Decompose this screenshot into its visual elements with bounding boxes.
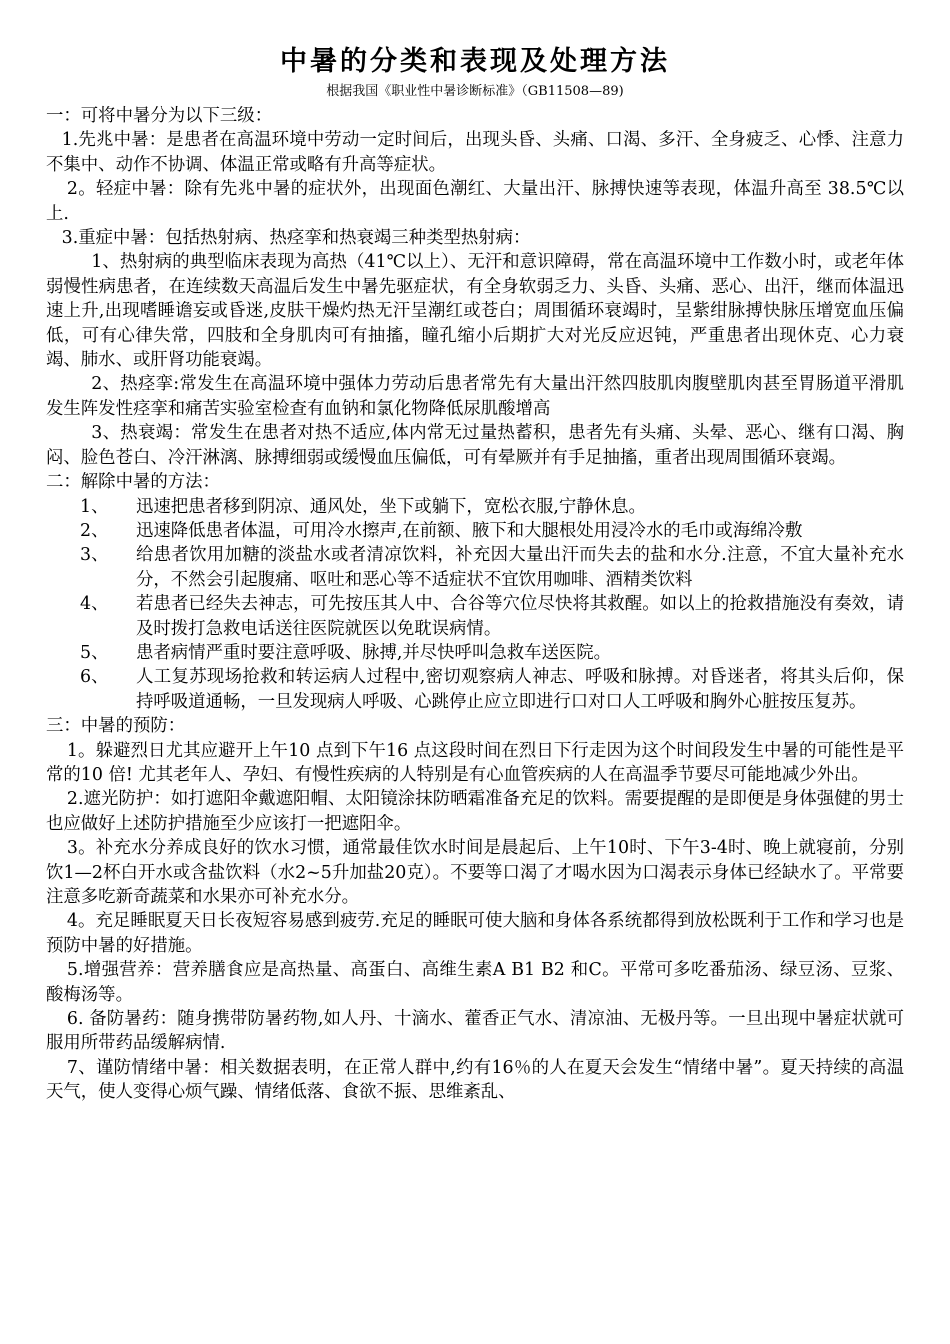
list-item: [46, 543, 904, 592]
section3-paragraph-2: 2.遮光防护：如打遮阳伞戴遮阳帽、太阳镜涂抹防晒霜准备充足的饮料。需要提醒的是即便是身体强健的男士也应做好上述防护措施至少应该打一把遮阳伞。: [46, 789, 904, 834]
list-item-number: 2、: [80, 520, 109, 541]
list-item: [46, 592, 904, 641]
document-title: 中暑的分类和表现及处理方法: [280, 46, 670, 77]
list-item: [46, 665, 904, 714]
list-item-text: 患者病情严重时要注意呼吸、脉搏,并尽快呼叫急救车送医院。: [136, 642, 612, 663]
section3-paragraph-5: 5.增强营养：营养膳食应是高热量、高蛋白、高维生素A B1 B2 和C。平常可多吃番茄汤、绿豆汤、豆浆、酸梅汤等。: [46, 960, 904, 1005]
list-item: [46, 641, 904, 665]
document-body: [46, 104, 904, 1105]
section3-paragraph-7: 7、谨防情绪中暑：相关数据表明，在正常人群中,约有16％的人在夏天会发生“情绪中暑”。夏天持续的高温天气，使人变得心烦气躁、情绪低落、食欲不振、思维紊乱、: [46, 1057, 904, 1103]
document-subtitle: 根据我国《职业性中暑诊断标准》（GB11508—89): [326, 84, 624, 99]
list-item-text: 迅速把患者移到阴凉、通风处，坐下或躺下，宽松衣服,宁静休息。: [136, 496, 646, 517]
list-item-number: 3、: [80, 545, 109, 566]
section1-heading: 一：可将中暑分为以下三级：: [46, 106, 273, 126]
section2-heading: 二：解除中暑的方法：: [46, 472, 220, 493]
list-item-text: 迅速降低患者体温，可用冷水擦声,在前额、腋下和大腿根处用浸冷水的毛巾或海绵冷敷: [136, 520, 803, 541]
section1-paragraph-6: 3、热衰竭：常发生在患者对热不适应,体内常无过量热蓄积，患者先有头痛、头晕、恶心、继有口渴、胸闷、脸色苍白、冷汗淋漓、脉搏细弱或缓慢血压偏低，可有晕厥并有手足抽搐，重者出现周围循环衰竭。: [46, 423, 904, 468]
list-item-text: 给患者饮用加糖的淡盐水或者清凉饮料，补充因大量出汗而失去的盐和水分.注意，不宜大量补充水分，不然会引起腹痛、呕吐和恶心等不适症状不宜饮用咖啡、酒精类饮料: [136, 545, 904, 590]
section1-paragraph-1: 1.先兆中暑：是患者在高温环境中劳动一定时间后，出现头昏、头痛、口渴、多汗、全身疲乏、心悸、注意力不集中、动作不协调、体温正常或略有升高等症状。: [46, 130, 904, 175]
section3-heading: 三：中暑的预防：: [46, 716, 186, 737]
list-item: [46, 519, 904, 543]
section3-paragraph-6: 6. 备防暑药：随身携带防暑药物,如人丹、十滴水、藿香正气水、清凉油、无极丹等。一旦出现中暑症状就可服用所带药品缓解病情.: [46, 1009, 904, 1054]
list-item-number: 4、: [80, 594, 109, 615]
section1-paragraph-4: 1、热射病的典型临床表现为高热（41℃以上）、无汗和意识障碍，常在高温环境中工作数小时，或老年体弱慢性病患者，在连续数天高温后发生中暑先驱症状，有全身软弱乏力、头昏、头痛、恶心、出汗，继而体温迅速上升,出现嗜睡谵妄或昏迷,皮肤干燥灼热无汗呈潮红或苍白；周围循环衰竭时，呈紫绀脉搏快脉压增宽血压偏低，可有心律失常，四肢和全身肌肉可有抽搐，瞳孔缩小后期扩大对光反应迟钝，严重患者出现休克、心力衰竭、肺水、或肝肾功能衰竭。: [46, 252, 904, 371]
section3-paragraph-4: 4。充足睡眠夏天日长夜短容易感到疲劳.充足的睡眠可使大脑和身体各系统都得到放松既利于工作和学习也是预防中暑的好措施。: [46, 911, 904, 956]
section1-paragraph-2: 2。轻症中暑：除有先兆中暑的症状外，出现面色潮红、大量出汗、脉搏快速等表现，体温升高至 38.5℃以上.: [46, 179, 904, 224]
section1-paragraph-5: 2、热痉挛:常发生在高温环境中强体力劳动后患者常先有大量出汗然四肢肌肉腹壁肌肉甚至胃肠道平滑肌发生阵发性痉挛和痛苦实验室检查有血钠和氯化物降低尿肌酸增高: [46, 374, 904, 419]
list-item-text: 人工复苏现场抢救和转运病人过程中,密切观察病人神志、呼吸和脉搏。对昏迷者，将其头后仰，保持呼吸道通畅，一旦发现病人呼吸、心跳停止应立即进行口对口人工呼吸和胸外心脏按压复苏。: [136, 667, 904, 712]
list-item: [46, 495, 904, 519]
document-page: [46, 42, 904, 1105]
section3-paragraph-1: 1。躲避烈日尤其应避开上午10 点到下午16 点这段时间在烈日下行走因为这个时间段发生中暑的可能性是平常的10 倍! 尤其老年人、孕妇、有慢性疾病的人特别是有心血管疾病的人在高温季节要尽可能地减少外出。: [46, 740, 904, 785]
list-item-text: 若患者已经失去神志，可先按压其人中、合谷等穴位尽快将其救醒。如以上的抢救措施没有奏效，请及时拨打急救电话送往医院就医以免耽误病情。: [136, 594, 904, 639]
section3-paragraph-3: 3。补充水分养成良好的饮水习惯，通常最佳饮水时间是晨起后、上午10时、下午3-4时、晚上就寝前，分别饮1—2杯白开水或含盐饮料（水2~5升加盐20克）。不要等口渴了才喝水因为口渴表示身体已经缺水了。平常要注意多吃新奇蔬菜和水果亦可补充水分。: [46, 838, 904, 907]
section1-paragraph-3: 3.重症中暑：包括热射病、热痉挛和热衰竭三种类型热射病：: [61, 228, 531, 249]
list-item-number: 1、: [80, 496, 109, 517]
list-item-number: 6、: [80, 667, 109, 688]
list-item-number: 5、: [80, 642, 109, 663]
